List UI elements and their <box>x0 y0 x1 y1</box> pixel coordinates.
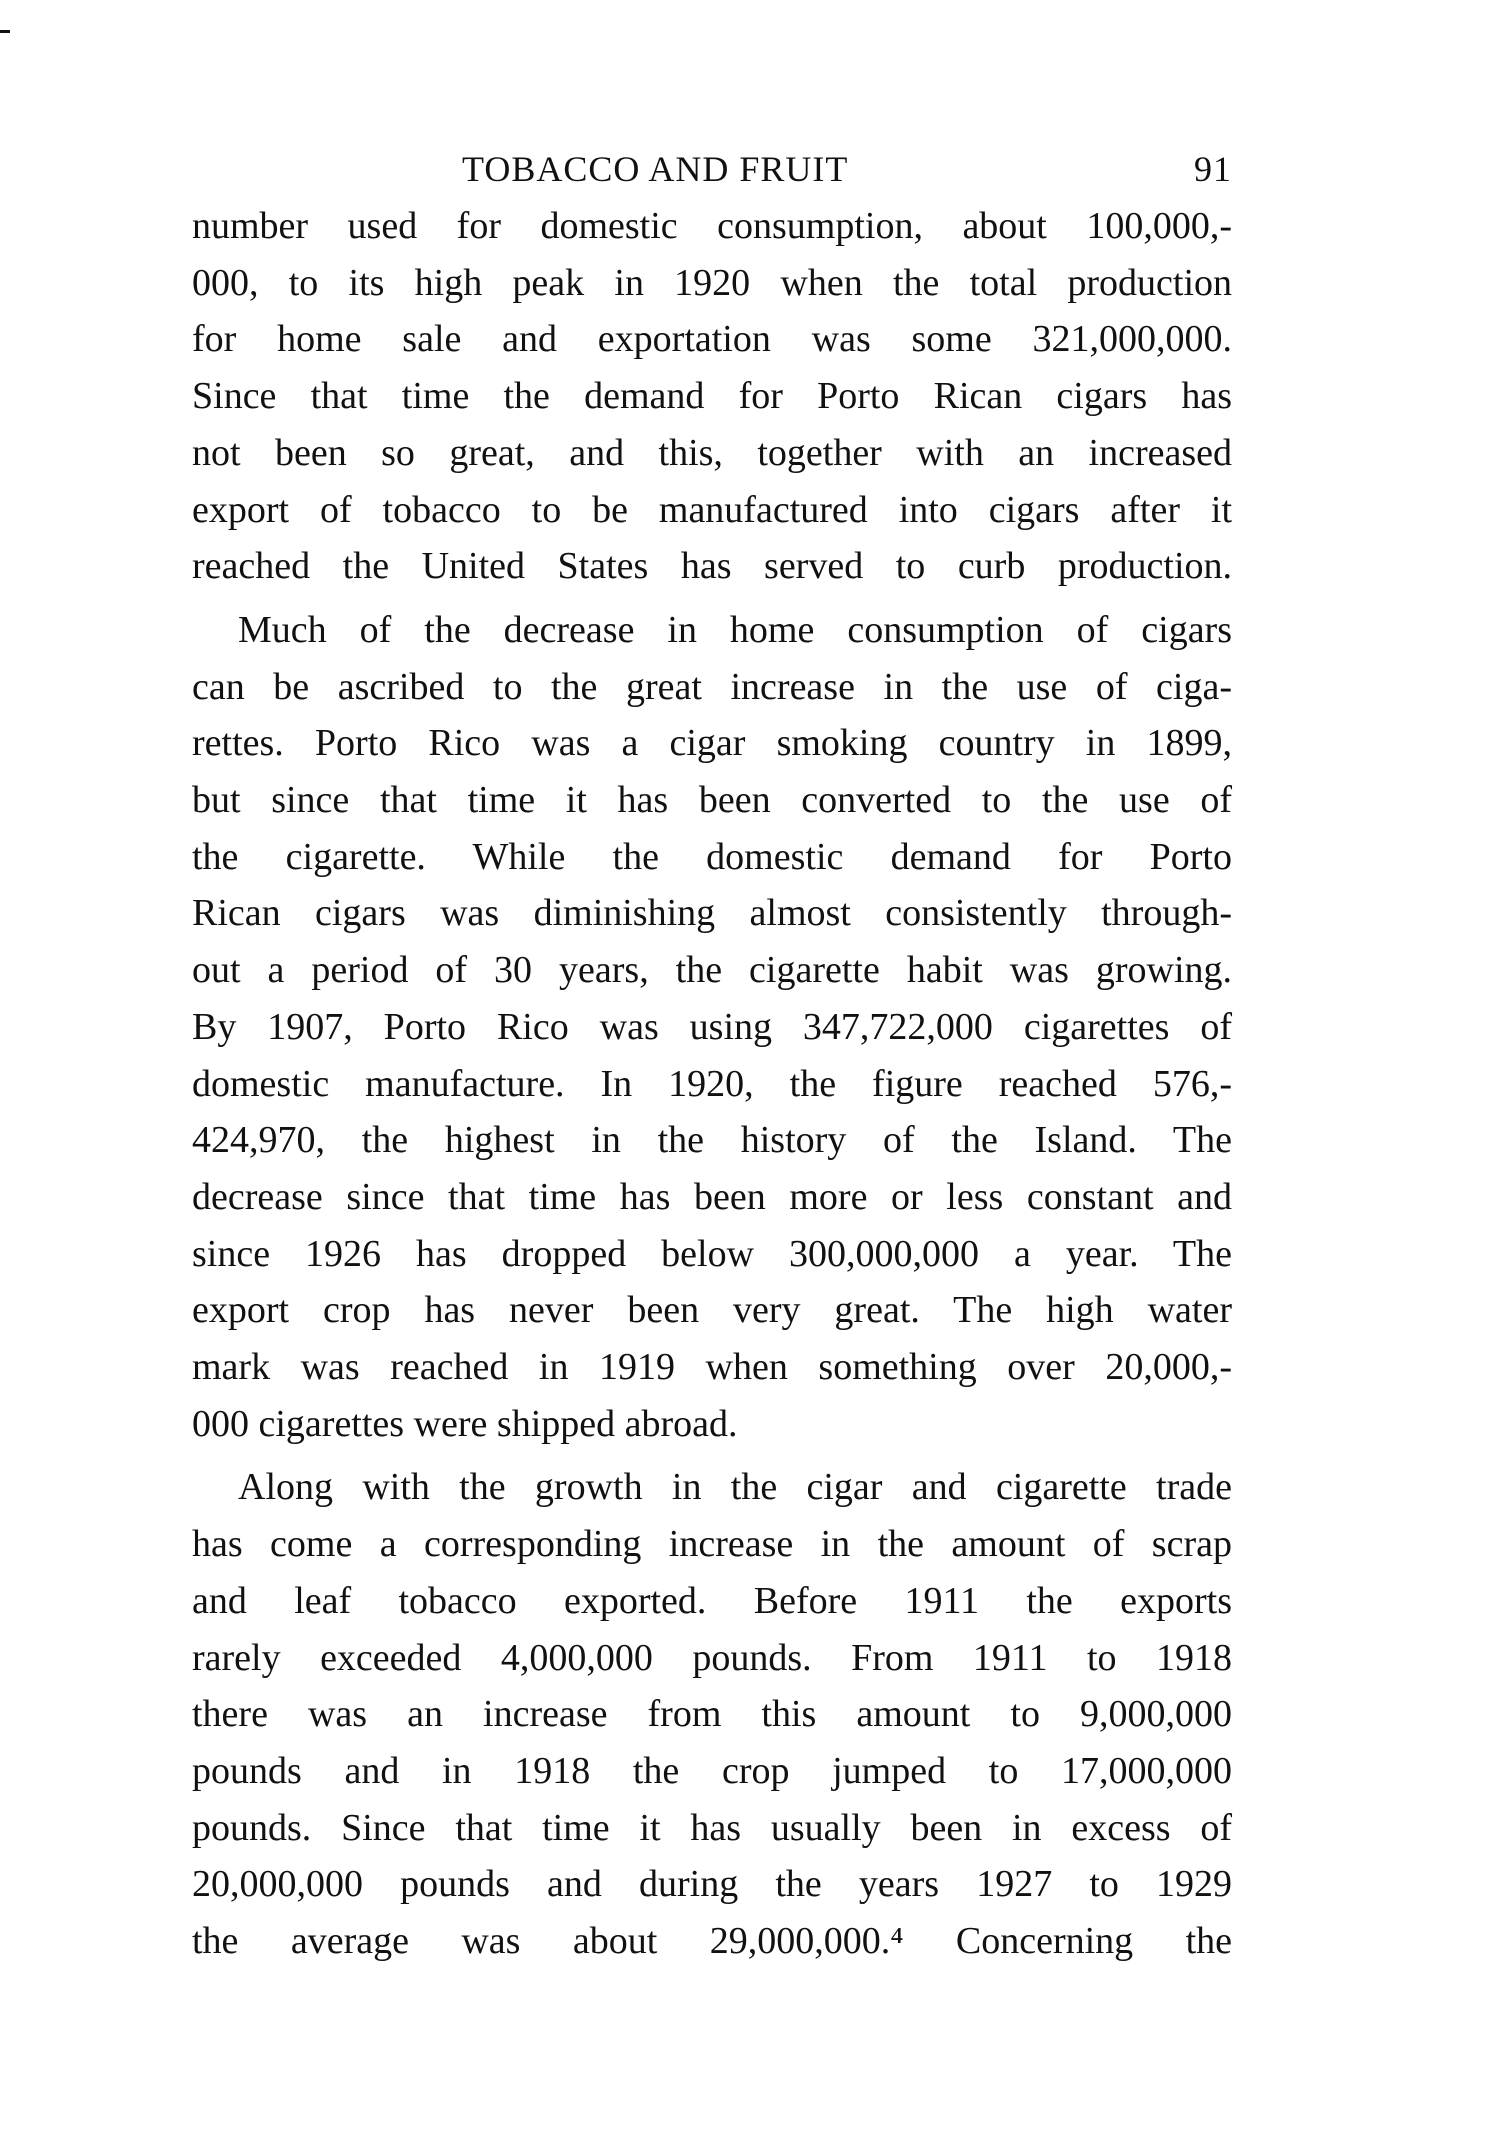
text-line: Along with the growth in the cigar and cigarette trade <box>238 1466 1232 1509</box>
text-line: 000 cigarettes were shipped abroad. <box>192 1402 738 1445</box>
body-text <box>192 198 1232 1970</box>
text-line: domestic manufacture. In 1920, the figure reached 576,- <box>192 1062 1232 1105</box>
page-number: 91 <box>1194 149 1232 189</box>
text-line: not been so great, and this, together with an increased <box>192 431 1232 474</box>
text-line: pounds. Since that time it has usually been in excess of <box>192 1806 1232 1849</box>
text-line: 20,000,000 pounds and during the years 1927 to 1929 <box>192 1863 1232 1906</box>
text-line: mark was reached in 1919 when something over 20,000,- <box>192 1346 1232 1389</box>
text-line: but since that time it has been converted to the use of <box>192 779 1232 822</box>
paragraph-gap <box>192 1452 1232 1459</box>
paragraph <box>192 602 1232 1453</box>
paragraph <box>192 1459 1232 1969</box>
text-line: reached the United States has served to curb production. <box>192 545 1232 588</box>
text-line: pounds and in 1918 the crop jumped to 17,000,000 <box>192 1749 1232 1792</box>
text-line: there was an increase from this amount to 9,000,000 <box>192 1693 1232 1736</box>
scan-edge-mark <box>0 30 10 33</box>
text-line: export crop has never been very great. The high water <box>192 1289 1232 1332</box>
text-line: 000, to its high peak in 1920 when the total production <box>192 261 1232 304</box>
text-line: number used for domestic consumption, about 100,000,- <box>192 205 1232 247</box>
text-line: since 1926 has dropped below 300,000,000 a year. The <box>192 1232 1232 1275</box>
running-head <box>192 140 1232 198</box>
paragraph-gap <box>192 595 1232 602</box>
text-line: rarely exceeded 4,000,000 pounds. From 1911 to 1918 <box>192 1636 1232 1679</box>
text-line: 424,970, the highest in the history of the Island. The <box>192 1119 1232 1162</box>
text-line: Since that time the demand for Porto Rican cigars has <box>192 375 1232 418</box>
text-line: and leaf tobacco exported. Before 1911 the exports <box>192 1579 1232 1622</box>
text-line: Much of the decrease in home consumption of cigars <box>238 608 1232 651</box>
text-line: By 1907, Porto Rico was using 347,722,000 cigarettes of <box>192 1005 1232 1048</box>
text-line: the cigarette. While the domestic demand for Porto <box>192 835 1232 878</box>
book-page <box>192 140 1232 1970</box>
running-title: TOBACCO AND FRUIT <box>462 149 849 189</box>
text-line: rettes. Porto Rico was a cigar smoking country in 1899, <box>192 722 1232 765</box>
text-line: out a period of 30 years, the cigarette habit was growing. <box>192 949 1232 992</box>
paragraph <box>192 198 1232 595</box>
text-line: has come a corresponding increase in the amount of scrap <box>192 1523 1232 1566</box>
text-line: for home sale and exportation was some 321,000,000. <box>192 318 1232 361</box>
text-line: can be ascribed to the great increase in the use of ciga- <box>192 665 1232 708</box>
text-line: decrease since that time has been more or less constant and <box>192 1175 1232 1218</box>
text-line: export of tobacco to be manufactured into cigars after it <box>192 488 1232 531</box>
text-line: Rican cigars was diminishing almost consistently through- <box>192 892 1232 935</box>
text-line: the average was about 29,000,000.⁴ Concerning the <box>192 1920 1232 1963</box>
